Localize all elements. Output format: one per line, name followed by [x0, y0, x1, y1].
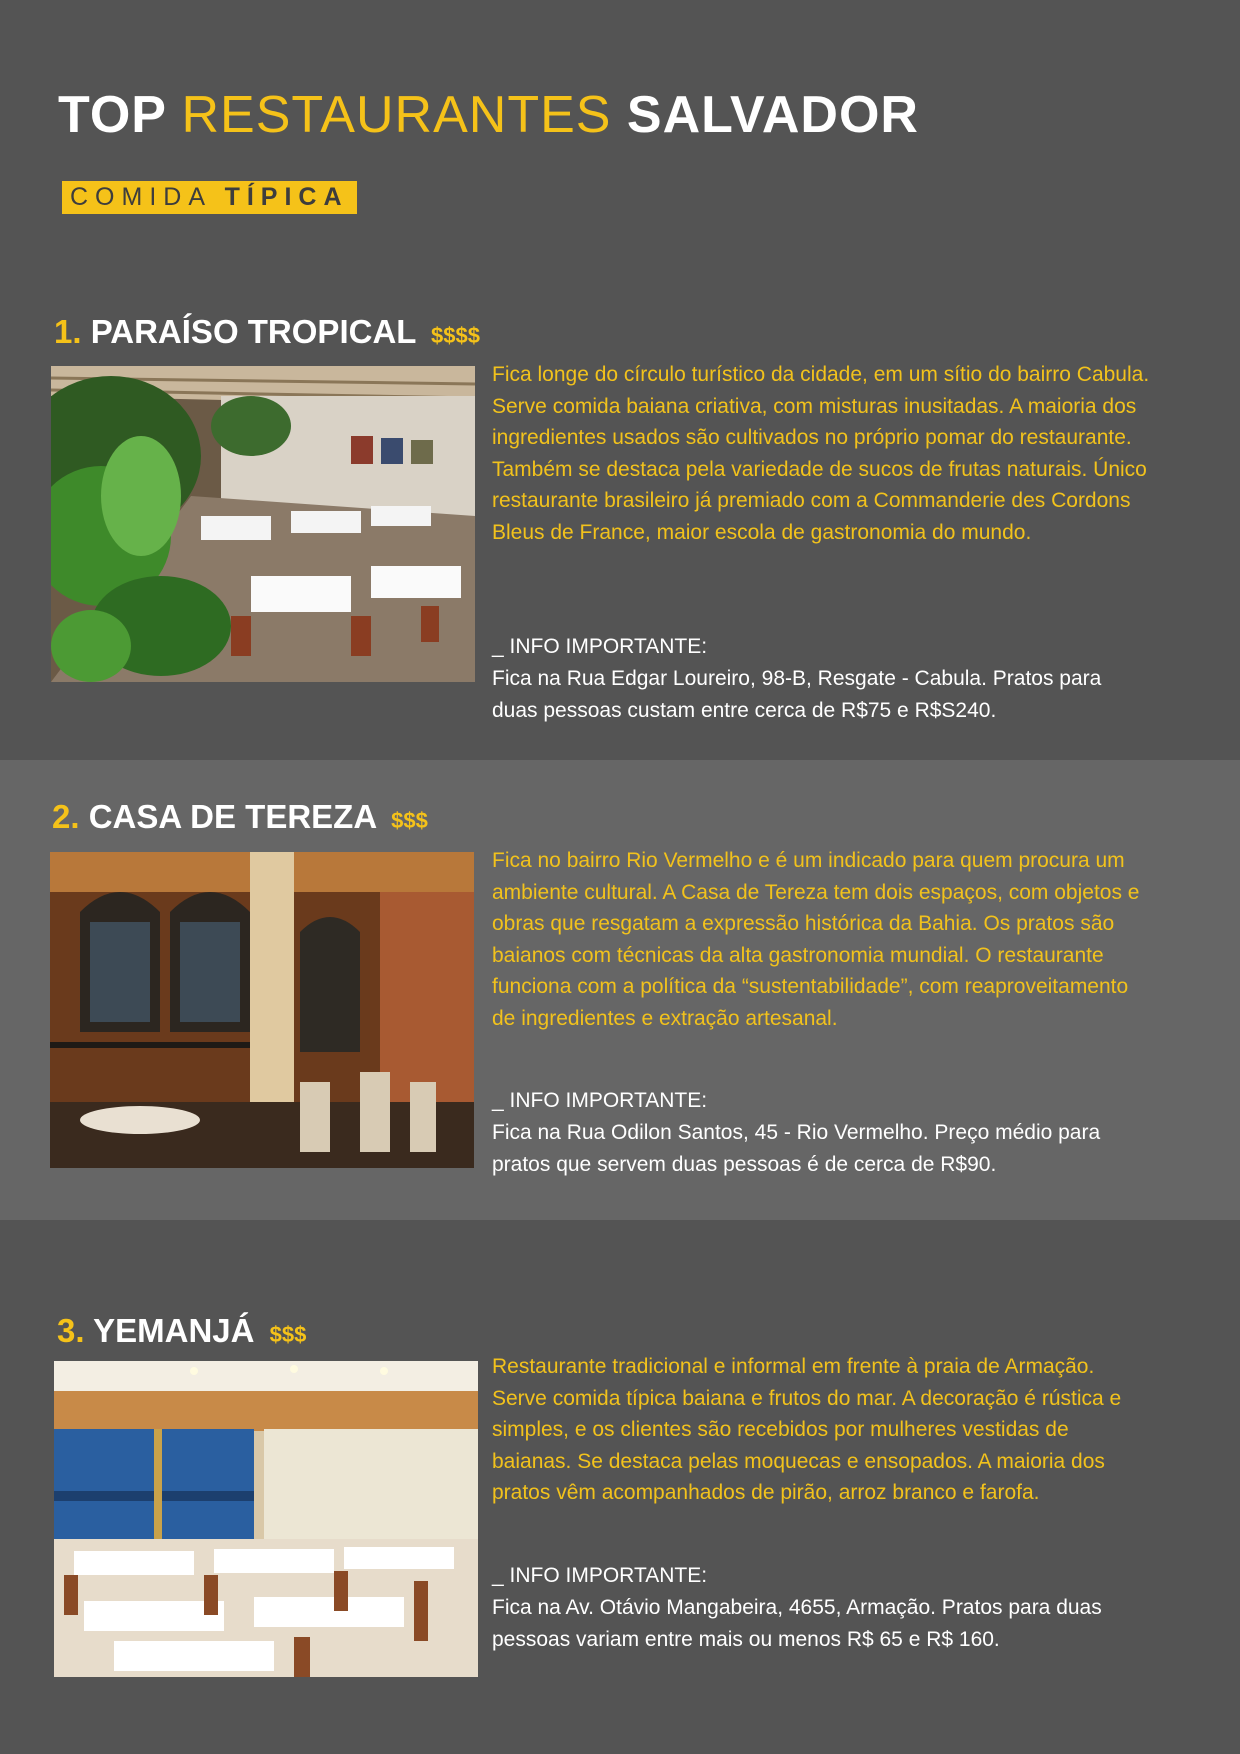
- info-text: Fica na Rua Odilon Santos, 45 - Rio Vermelho. Preço médio para pratos que servem duas pessoas é de cerca de R$90.: [492, 1121, 1101, 1176]
- subtitle-part-tipica: TÍPICA: [224, 183, 349, 211]
- restaurant-description: Fica longe do círculo turístico da cidade, em um sítio do bairro Cabula. Serve comida baiana criativa, com misturas inusitadas. A maioria dos ingredientes usados são cultivados no próprio pomar do restaurante. Também se destaca pela variedade de sucos de frutas naturais. Único restaurante brasileiro já premiado com a Commanderie des Cordons Bleus de France, maior escola de gastronomia do mundo.: [492, 363, 1150, 544]
- info-text: Fica na Av. Otávio Mangabeira, 4655, Armação. Pratos para duas pessoas variam entre mais ou menos R$ 65 e R$ 160.: [492, 1596, 1102, 1651]
- subtitle-badge: [62, 181, 357, 214]
- restaurant-photo-yemanja: [54, 1361, 478, 1677]
- restaurant-number: 2.: [52, 798, 80, 835]
- restaurant-number: 3.: [57, 1312, 85, 1349]
- restaurant-name: PARAÍSO TROPICAL: [90, 313, 416, 350]
- title-part-restaurantes: RESTAURANTES: [181, 86, 612, 144]
- restaurant-description: Restaurante tradicional e informal em frente à praia de Armação. Serve comida típica baiana e frutos do mar. A decoração é rústica e simples, e os clientes são recebidos por mulheres vestidas de baianas. Se destaca pelas moquecas e ensopados. A maioria dos pratos vêm acompanhados de pirão, arroz branco e farofa.: [492, 1355, 1122, 1504]
- title-part-top: TOP: [58, 86, 167, 144]
- restaurant-title: [54, 312, 480, 356]
- restaurant-name: CASA DE TEREZA: [88, 798, 376, 835]
- title-part-salvador: SALVADOR: [626, 86, 919, 144]
- restaurant-title: [52, 797, 428, 841]
- price-rating: $$$: [269, 1322, 307, 1347]
- restaurant-description: Fica no bairro Rio Vermelho e é um indicado para quem procura um ambiente cultural. A Casa de Tereza tem dois espaços, com objetos e obras que resgatam a expressão histórica da Bahia. Os pratos são baianos com técnicas da alta gastronomia mundial. O restaurante funciona com a política da “sustentabilidade”, com reaproveitamento de ingredientes e extração artesanal.: [492, 849, 1140, 1030]
- price-rating: $$$$: [431, 323, 480, 348]
- subtitle-part-comida: COMIDA: [70, 183, 211, 211]
- restaurant-photo-paraiso-tropical: [51, 366, 475, 682]
- page-title: [58, 84, 919, 146]
- info-heading: _ INFO IMPORTANTE:: [492, 635, 708, 658]
- info-text: Fica na Rua Edgar Loureiro, 98-B, Resgate - Cabula. Pratos para duas pessoas custam entre cerca de R$75 e R$S240.: [492, 667, 1102, 722]
- restaurant-name: YEMANJÁ: [93, 1312, 255, 1349]
- restaurant-title: [57, 1311, 306, 1355]
- price-rating: $$$: [391, 808, 428, 833]
- restaurant-number: 1.: [54, 313, 82, 350]
- info-heading: _ INFO IMPORTANTE:: [492, 1089, 708, 1112]
- info-heading: _ INFO IMPORTANTE:: [492, 1564, 708, 1587]
- restaurant-photo-casa-de-tereza: [50, 852, 474, 1168]
